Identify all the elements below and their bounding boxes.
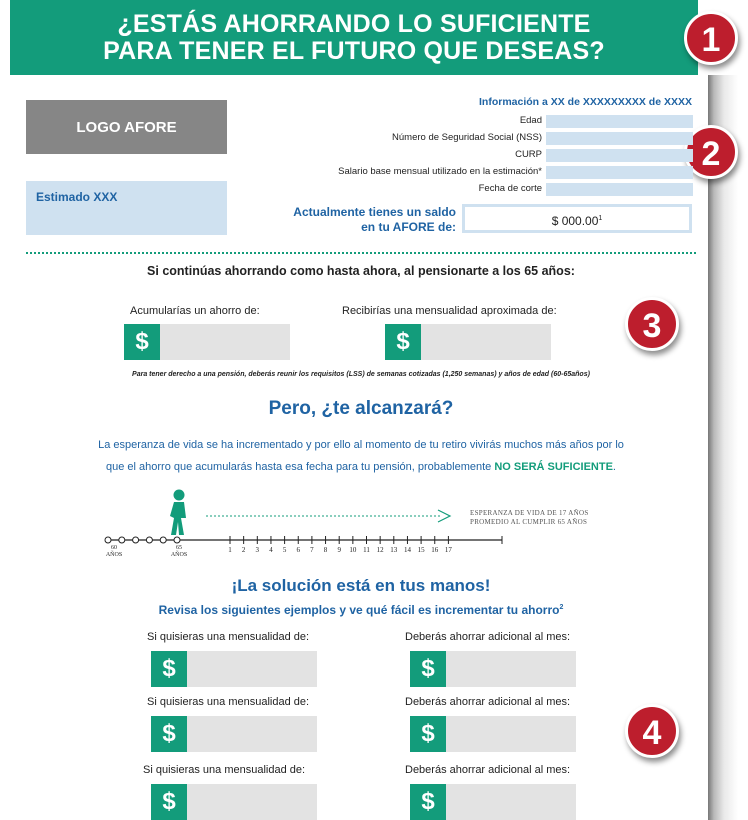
badge-4: 4 [625,704,679,758]
mensualidad-field [187,716,317,752]
timeline-age-dot [105,537,111,543]
saldo-label [256,205,456,235]
header-banner [10,0,698,75]
no-sera-suficiente: NO SERÁ SUFICIENTE [494,461,613,473]
mensualidad-amount-field [421,324,551,360]
alcanzara-body-line2 [26,456,696,478]
field-box-curp [546,149,693,162]
field-label-curp: CURP [515,149,542,160]
alcanzara-title: Pero, ¿te alcanzará? [268,398,454,419]
esperanza-text [470,509,589,527]
greeting: Estimado XXX [26,181,227,235]
timeline-year-label: 5 [282,546,287,554]
timeline-year-label: 11 [363,546,370,554]
timeline-year-label: 9 [337,546,341,554]
retire-age-unit: AÑOS [170,552,188,558]
saldo-footnote: 1 [598,215,603,222]
ahorrar-label: Deberás ahorrar adicional al mes: [405,764,571,776]
timeline-year-label: 16 [431,546,439,554]
ahorro-amount-field [160,324,290,360]
info-title: Información a XX de XXXXXXXXX de XXXX [479,96,692,108]
timeline-year-label: 2 [241,546,246,554]
recibirias-label: Recibirías una mensualidad aproximada de: [342,305,557,317]
timeline-age-dot [146,537,152,543]
dollar-icon: $ [151,784,187,820]
timeline-year-label: 10 [349,546,357,554]
walking-person-icon [170,490,186,536]
timeline-age-dot [160,537,166,543]
timeline-year-label: 14 [403,546,411,554]
mensualidad-label: Si quisieras una mensualidad de: [147,631,310,643]
dollar-icon: $ [410,651,446,687]
field-label-fecha-corte: Fecha de corte [478,183,542,194]
badge-3: 3 [625,297,679,351]
saldo-label-line2: en tu AFORE de: [361,220,456,234]
dollar-icon: $ [151,651,187,687]
timeline-year-label: 8 [323,546,328,554]
ahorro-adicional-field [446,784,576,820]
mensualidad-label: Si quisieras una mensualidad de: [147,696,310,708]
field-label-salario: Salario base mensual utilizado en la estimación* [338,166,542,177]
esperanza-line2: PROMEDIO AL CUMPLIR 65 AÑOS [470,518,588,526]
header-title-line2: PARA TENER EL FUTURO QUE DESEAS? [103,37,605,65]
dollar-icon: $ [151,716,187,752]
badge-1: 1 [684,11,738,65]
acumularias-label: Acumularías un ahorro de: [130,305,260,317]
timeline-year-label: 12 [376,546,384,554]
alcanzara-body-line1: La esperanza de vida se ha incrementado y por ello al momento de tu retiro vivirás muchos más años por lo [98,439,624,451]
timeline-age-dot [133,537,139,543]
alcanzara-body [26,434,696,478]
continuas-heading: Si continúas ahorrando como hasta ahora, al pensionarte a los 65 años: [147,264,575,278]
timeline-age-dot [174,537,180,543]
retire-age-label [169,545,189,559]
saldo-value: $ 000.00 [551,214,599,228]
ahorro-adicional-field [446,651,576,687]
timeline-year-label: 13 [390,546,398,554]
solucion-title: ¡La solución está en tus manos! [231,576,491,595]
timeline-year-label: 17 [444,546,452,554]
field-label-nss: Número de Seguridad Social (NSS) [392,132,542,143]
timeline-year-label: 15 [417,546,425,554]
dotted-divider [26,252,696,254]
dollar-icon: $ [385,324,421,360]
field-label-edad: Edad [519,115,542,126]
alcanzara-body-line2c: . [612,461,616,473]
start-age: 60 [111,545,117,551]
field-box-fecha-corte [546,183,693,196]
field-box-nss [546,132,693,145]
ahorrar-label: Deberás ahorrar adicional al mes: [405,696,571,708]
alcanzara-body-line2a: que el ahorro que acumularás hasta esa fecha para tu pensión, probablemente [106,461,495,473]
ahorro-adicional-field [446,716,576,752]
solucion-subtitle: Revisa los siguientes ejemplos y ve qué fácil es incrementar tu ahorro [158,603,560,617]
solucion-subtitle-sup: 2 [559,604,564,611]
saldo-value-box [462,204,692,233]
saldo-label-line1: Actualmente tienes un saldo [293,205,456,219]
retire-age: 65 [176,545,182,551]
dollar-icon: $ [410,716,446,752]
field-box-salario [546,166,693,179]
timeline-year-label: 1 [228,546,232,554]
badge-2: 2 [684,125,738,179]
dollar-icon: $ [410,784,446,820]
ahorrar-label: Deberás ahorrar adicional al mes: [405,631,571,643]
timeline-year-label: 7 [310,546,314,554]
mensualidad-field [187,651,317,687]
timeline-year-label: 6 [296,546,300,554]
mensualidad-label: Si quisieras una mensualidad de: [143,764,306,776]
page-edge-shadow [708,75,748,820]
requisitos-note: Para tener derecho a una pensión, deberás reunir los requisitos (LSS) de semanas cotizadas (1,250 semanas) y años de edad (60-65años) [132,371,590,378]
start-age-unit: AÑOS [105,552,123,558]
start-age-label [104,545,124,559]
mensualidad-field [187,784,317,820]
solucion-subtitle-wrap [26,603,696,617]
timeline-year-label: 4 [269,546,273,554]
timeline-age-dot [119,537,125,543]
header-title-line1: ¿ESTÁS AHORRANDO LO SUFICIENTE [117,10,591,38]
esperanza-line1: ESPERANZA DE VIDA DE 17 AÑOS [470,509,589,517]
field-box-edad [546,115,693,128]
logo-afore: LOGO AFORE [26,100,227,154]
dollar-icon: $ [124,324,160,360]
timeline-year-label: 3 [255,546,260,554]
